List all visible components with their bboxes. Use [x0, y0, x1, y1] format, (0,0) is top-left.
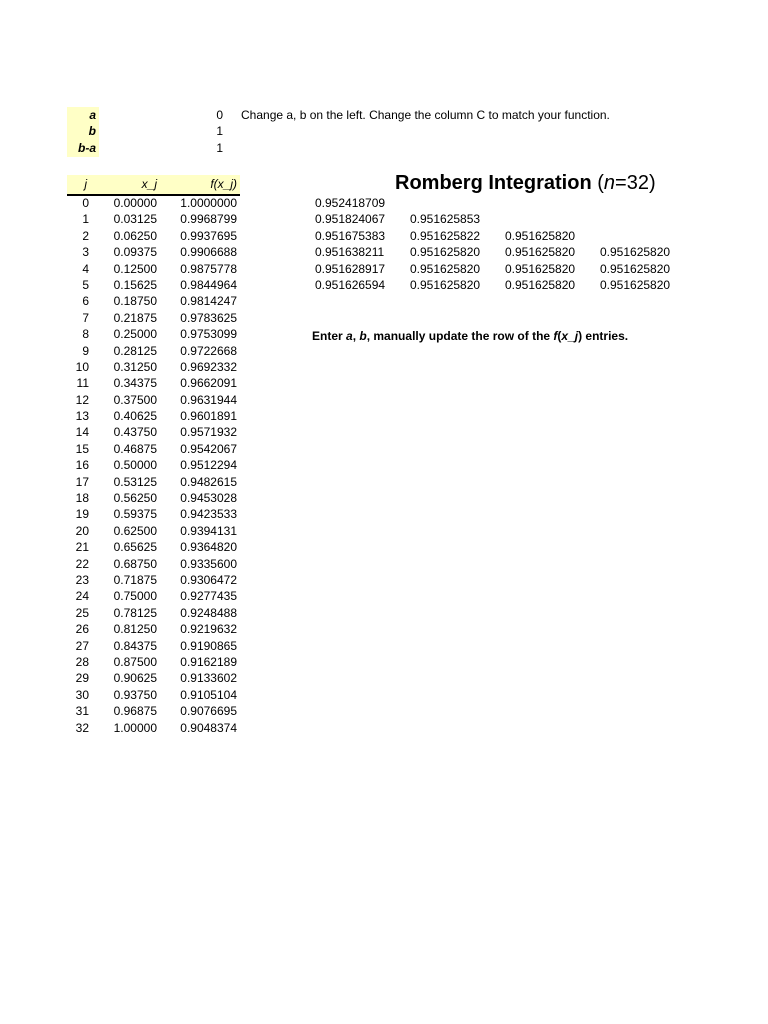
table-row [67, 293, 240, 309]
cell-x[interactable]: 0.34375 [113, 376, 157, 391]
romberg-row [315, 261, 695, 277]
cell-j[interactable]: 28 [75, 654, 89, 669]
cell-f[interactable]: 0.9394131 [180, 523, 237, 538]
cell-j[interactable]: 26 [75, 622, 89, 637]
cell-j[interactable]: 24 [75, 589, 89, 604]
cell-x[interactable]: 0.90625 [113, 671, 157, 686]
table-row [67, 408, 240, 424]
cell-f[interactable]: 0.9423533 [180, 507, 237, 522]
cell-f[interactable]: 0.9076695 [180, 704, 237, 719]
table-row [67, 392, 240, 408]
cell-j[interactable]: 13 [75, 409, 89, 424]
cell-j[interactable]: 16 [75, 458, 89, 473]
cell-j[interactable]: 2 [82, 228, 89, 243]
cell-x[interactable]: 0.46875 [113, 441, 157, 456]
table-row [67, 375, 240, 391]
table-row [67, 359, 240, 375]
cell-f[interactable]: 0.9631944 [180, 392, 237, 407]
cell-f[interactable]: 0.9162189 [180, 654, 237, 669]
page-title [395, 170, 656, 196]
table-row [67, 490, 240, 506]
cell-j[interactable]: 20 [75, 523, 89, 538]
table-row [67, 474, 240, 490]
cell-f[interactable]: 0.9844964 [180, 277, 237, 292]
romberg-row [315, 228, 695, 244]
romberg-cell[interactable]: 0.951625820 [600, 245, 671, 260]
param-ba-row [67, 140, 240, 157]
romberg-cell[interactable]: 0.951638211 [315, 245, 385, 260]
cell-x[interactable]: 0.87500 [113, 654, 157, 669]
cell-x[interactable]: 0.56250 [113, 491, 157, 506]
cell-j[interactable]: 15 [75, 441, 89, 456]
cell-j[interactable]: 19 [75, 507, 89, 522]
table-row [67, 326, 240, 342]
cell-j[interactable]: 22 [75, 556, 89, 571]
cell-j[interactable]: 5 [82, 277, 89, 292]
instr-part: ( [557, 329, 562, 343]
instr-x: x_j [561, 329, 579, 343]
romberg-row [315, 195, 695, 211]
instr-b: b [359, 329, 367, 343]
romberg-cell[interactable]: 0.951625853 [410, 212, 481, 227]
cell-f[interactable]: 0.9364820 [180, 540, 237, 555]
cell-j[interactable]: 29 [75, 671, 89, 686]
cell-f[interactable]: 0.9482615 [180, 474, 237, 489]
table-row [67, 588, 240, 604]
cell-j[interactable]: 4 [82, 261, 89, 276]
cell-f[interactable]: 0.9453028 [180, 491, 237, 506]
romberg-cell[interactable]: 0.952418709 [315, 196, 386, 210]
table-row [67, 703, 240, 719]
cell-x[interactable]: 0.43750 [113, 425, 157, 440]
param-b-row [67, 123, 240, 140]
cell-j[interactable]: 23 [75, 572, 89, 587]
table-row [67, 277, 240, 293]
cell-x[interactable]: 0.62500 [113, 523, 157, 538]
cell-x[interactable]: 0.03125 [113, 212, 157, 227]
param-a-row [67, 107, 240, 124]
table-row [67, 670, 240, 686]
table-row [67, 654, 240, 670]
cell-f[interactable]: 0.9753099 [180, 327, 237, 342]
cell-j[interactable]: 9 [82, 343, 89, 358]
param-a-value[interactable]: 0 [216, 108, 223, 122]
table-row [67, 310, 240, 326]
cell-x[interactable]: 0.50000 [113, 458, 157, 473]
data-table [67, 195, 240, 736]
romberg-cell[interactable]: 0.951625820 [410, 245, 481, 260]
header-j: j [84, 177, 87, 191]
instr-part: , [352, 329, 360, 343]
cell-x[interactable]: 0.65625 [113, 540, 157, 555]
cell-x[interactable]: 0.68750 [113, 556, 157, 571]
cell-f[interactable]: 0.9662091 [180, 376, 237, 391]
cell-x[interactable]: 0.59375 [113, 507, 157, 522]
cell-x[interactable]: 0.06250 [113, 228, 157, 243]
cell-x[interactable]: 0.09375 [113, 245, 157, 260]
cell-f[interactable]: 0.9248488 [180, 605, 237, 620]
cell-f[interactable]: 0.9968799 [180, 212, 237, 227]
romberg-cell[interactable]: 0.951824067 [315, 212, 386, 227]
cell-f[interactable]: 0.9783625 [180, 310, 237, 325]
cell-j[interactable]: 18 [75, 491, 89, 506]
table-row [67, 638, 240, 654]
cell-j[interactable]: 27 [75, 638, 89, 653]
cell-j[interactable]: 3 [82, 245, 89, 260]
table-row [67, 720, 240, 736]
cell-f[interactable]: 0.9722668 [180, 343, 237, 358]
cell-x[interactable]: 0.18750 [113, 294, 157, 309]
romberg-row [315, 277, 695, 293]
instruction-note: Change a, b on the left. Change the column C to match your function. [241, 108, 610, 122]
cell-j[interactable]: 25 [75, 605, 89, 620]
title-main: Romberg Integration [395, 172, 592, 194]
param-ba-label: b-a [67, 140, 99, 157]
table-row [67, 244, 240, 260]
cell-f[interactable]: 0.9219632 [180, 622, 237, 637]
cell-x[interactable]: 0.75000 [113, 589, 157, 604]
cell-x[interactable]: 0.93750 [113, 687, 157, 702]
cell-x[interactable]: 0.96875 [113, 704, 157, 719]
romberg-cell[interactable]: 0.951675383 [315, 228, 386, 243]
table-row [67, 556, 240, 572]
cell-x[interactable]: 0.40625 [113, 409, 157, 424]
table-row [67, 195, 240, 211]
instr-part: ) entries. [578, 329, 629, 343]
param-b-value[interactable]: 1 [216, 124, 223, 138]
table-row [67, 605, 240, 621]
table-row [67, 441, 240, 457]
instr-a: a [346, 329, 353, 343]
cell-j[interactable]: 8 [82, 327, 89, 342]
title-n: n [603, 172, 616, 194]
cell-x[interactable]: 1.00000 [113, 720, 157, 735]
cell-f[interactable]: 0.9601891 [180, 409, 237, 424]
cell-x[interactable]: 0.78125 [113, 605, 157, 620]
cell-f[interactable]: 0.9571932 [180, 425, 237, 440]
header-x: x_j [141, 177, 157, 191]
cell-f[interactable]: 0.9542067 [180, 441, 237, 456]
param-b-label: b [67, 123, 99, 140]
table-row [67, 621, 240, 637]
cell-x[interactable]: 0.28125 [113, 343, 157, 358]
romberg-cell[interactable]: 0.951625820 [410, 261, 481, 276]
table-row [67, 211, 240, 227]
romberg-cell[interactable]: 0.951625820 [600, 277, 671, 292]
cell-x[interactable]: 0.12500 [113, 261, 157, 276]
param-a-label: a [67, 107, 99, 124]
instr-part: Enter [312, 329, 347, 343]
cell-f[interactable]: 0.9190865 [180, 638, 237, 653]
cell-f[interactable]: 0.9133602 [180, 671, 237, 686]
cell-f[interactable]: 1.0000000 [180, 196, 237, 210]
cell-j[interactable]: 0 [82, 196, 89, 210]
cell-x[interactable]: 0.00000 [113, 196, 157, 210]
table-row [67, 572, 240, 588]
title-open: ( [591, 172, 604, 194]
table-row [67, 687, 240, 703]
romberg-cell[interactable]: 0.951625820 [505, 277, 576, 292]
cell-j[interactable]: 12 [75, 392, 89, 407]
cell-x[interactable]: 0.37500 [113, 392, 157, 407]
param-ba-value[interactable]: 1 [216, 141, 223, 155]
cell-f[interactable]: 0.9048374 [180, 720, 237, 735]
table-row [67, 228, 240, 244]
cell-f[interactable]: 0.9105104 [180, 687, 237, 702]
cell-f[interactable]: 0.9875778 [180, 261, 237, 276]
cell-x[interactable]: 0.71875 [113, 572, 157, 587]
cell-x[interactable]: 0.84375 [113, 638, 157, 653]
romberg-row [315, 244, 695, 260]
cell-j[interactable]: 14 [75, 425, 89, 440]
cell-j[interactable]: 1 [82, 212, 89, 227]
cell-x[interactable]: 0.31250 [113, 359, 157, 374]
table-row [67, 506, 240, 522]
title-eq: =32) [615, 172, 656, 194]
table-row [67, 343, 240, 359]
cell-f[interactable]: 0.9814247 [180, 294, 237, 309]
romberg-cell[interactable]: 0.951628917 [315, 261, 386, 276]
romberg-row [315, 211, 695, 227]
cell-j[interactable]: 10 [75, 359, 89, 374]
cell-x[interactable]: 0.21875 [113, 310, 157, 325]
table-header [67, 175, 240, 196]
cell-x[interactable]: 0.25000 [113, 327, 157, 342]
cell-x[interactable]: 0.53125 [113, 474, 157, 489]
cell-j[interactable]: 17 [75, 474, 89, 489]
romberg-cell[interactable]: 0.951625820 [410, 277, 481, 292]
romberg-cell[interactable]: 0.951626594 [315, 277, 386, 292]
romberg-cell[interactable]: 0.951625820 [505, 261, 576, 276]
romberg-cell[interactable]: 0.951625820 [600, 261, 671, 276]
cell-j[interactable]: 11 [76, 376, 89, 391]
cell-f[interactable]: 0.9692332 [180, 359, 237, 374]
cell-f[interactable]: 0.9277435 [180, 589, 237, 604]
cell-j[interactable]: 30 [75, 687, 89, 702]
romberg-cell[interactable]: 0.951625820 [505, 228, 576, 243]
table-row [67, 539, 240, 555]
romberg-cell[interactable]: 0.951625822 [410, 228, 481, 243]
cell-x[interactable]: 0.81250 [113, 622, 157, 637]
cell-j[interactable]: 6 [82, 294, 89, 309]
cell-f[interactable]: 0.9335600 [180, 556, 237, 571]
table-row [67, 457, 240, 473]
cell-f[interactable]: 0.9906688 [180, 245, 237, 260]
romberg-cell[interactable]: 0.951625820 [505, 245, 576, 260]
instr-f: f [553, 329, 558, 343]
cell-j[interactable]: 21 [75, 540, 89, 555]
cell-j[interactable]: 31 [75, 704, 89, 719]
cell-f[interactable]: 0.9512294 [180, 458, 237, 473]
cell-f[interactable]: 0.9937695 [180, 228, 237, 243]
header-f: f(x_j) [210, 177, 237, 191]
table-row [67, 261, 240, 277]
table-row [67, 424, 240, 440]
instruction-text [312, 328, 628, 345]
romberg-table [315, 195, 695, 293]
cell-j[interactable]: 32 [75, 720, 89, 735]
instr-part: , manually update the row of the [366, 329, 554, 343]
cell-f[interactable]: 0.9306472 [180, 572, 237, 587]
table-row [67, 523, 240, 539]
cell-x[interactable]: 0.15625 [113, 277, 157, 292]
cell-j[interactable]: 7 [82, 310, 89, 325]
